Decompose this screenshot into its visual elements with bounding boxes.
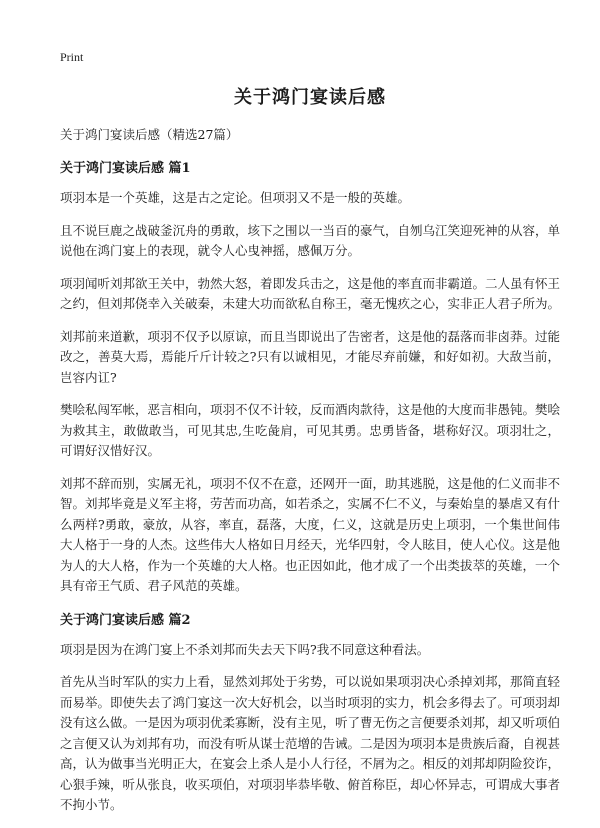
section-heading: 关于鸿门宴读后感 篇1 xyxy=(60,161,191,176)
section-1 xyxy=(60,157,560,597)
print-link[interactable]: Print xyxy=(60,50,84,64)
paragraph: 首先从当时军队的实力上看，显然刘邦处于劣势，可以说如果项羽决心杀掉刘邦，那简直轻而易举。即使失去了鸿门宴这一次大好机会，以当时项羽的实力，机会多得去了。可项羽却没有这么做。一是因为项羽优柔寡断，没有主见，听了曹无伤之言便要杀刘邦，却又听项伯之言便又认为刘邦有功，而没有听从谋士范增的告诫。二是因为项羽本是贵族后裔，自视甚高，认为做事当光明正大，在宴会上杀人是小人行径，不屑为之。相反的刘邦却阴险狡诈，心狠手辣，听从张良，收买项伯，对项羽毕恭毕敬、俯首称臣，却心怀异志，可谓成大事者不拘小节。 xyxy=(60,674,561,812)
paragraph: 项羽是因为在鸿门宴上不杀刘邦而失去天下吗?我不同意这种看法。 xyxy=(60,641,430,657)
section-2 xyxy=(60,609,560,816)
paragraph: 樊哙私闯军帐，恶言相向，项羽不仅不计较，反而酒肉款待，这是他的大度而非愚钝。樊哙为救其主，敢做敢当，可见其忠,生吃彘肩，可见其勇。忠勇皆备，堪称好汉。项羽壮之，可谓好汉惜好汉。 xyxy=(60,402,561,458)
paragraph: 项羽本是一个英雄，这是古之定论。但项羽又不是一般的英雄。 xyxy=(60,190,411,205)
paragraph: 且不说巨鹿之战破釜沉舟的勇敢，垓下之围以一当百的豪气，自刎乌江笑迎死神的从容，单说他在鸿门宴上的表现，就令人心曳神摇，感佩万分。 xyxy=(60,222,561,258)
document-subtitle: 关于鸿门宴读后感（精选27篇） xyxy=(60,127,239,142)
section-heading: 关于鸿门宴读后感 篇2 xyxy=(60,612,191,628)
paragraph: 项羽闻听刘邦欲王关中，勃然大怒，着即发兵击之，这是他的率直而非霸道。二人虽有怀王之约，但刘邦侥幸入关破秦，未建大功而欲私自称王，毫无愧疚之心，实非正人君子所为。 xyxy=(60,275,561,311)
paragraph: 刘邦前来道歉，项羽不仅予以原谅，而且当即说出了告密者，这是他的磊落而非卤莽。过能改之，善莫大焉，焉能斤斤计较之?只有以诚相见，才能尽弃前嫌，和好如初。大敌当前，岂容内讧? xyxy=(60,328,561,385)
page-title: 关于鸿门宴读后感 xyxy=(234,87,386,108)
paragraph: 刘邦不辞而别，实属无礼，项羽不仅不在意，还网开一面，助其逃脱，这是他的仁义而非不智。刘邦毕竟是义军主将，劳苦而功高，如若杀之，实属不仁不义，与秦始皇的暴虐又有什么两样?勇敢，豪放，从容，率直，磊落，大度，仁义，这就是历史上项羽，一个集世间伟大人格于一身的人杰。这些伟大人格如日月经天，光华四射，令人眩目，使人心仪。这是他为人的大人格，作为一个英雄的大人格。也正因如此，他才成了一个出类拔萃的英雄，一个具有帝王气质、君子风范的英雄。 xyxy=(60,475,561,593)
